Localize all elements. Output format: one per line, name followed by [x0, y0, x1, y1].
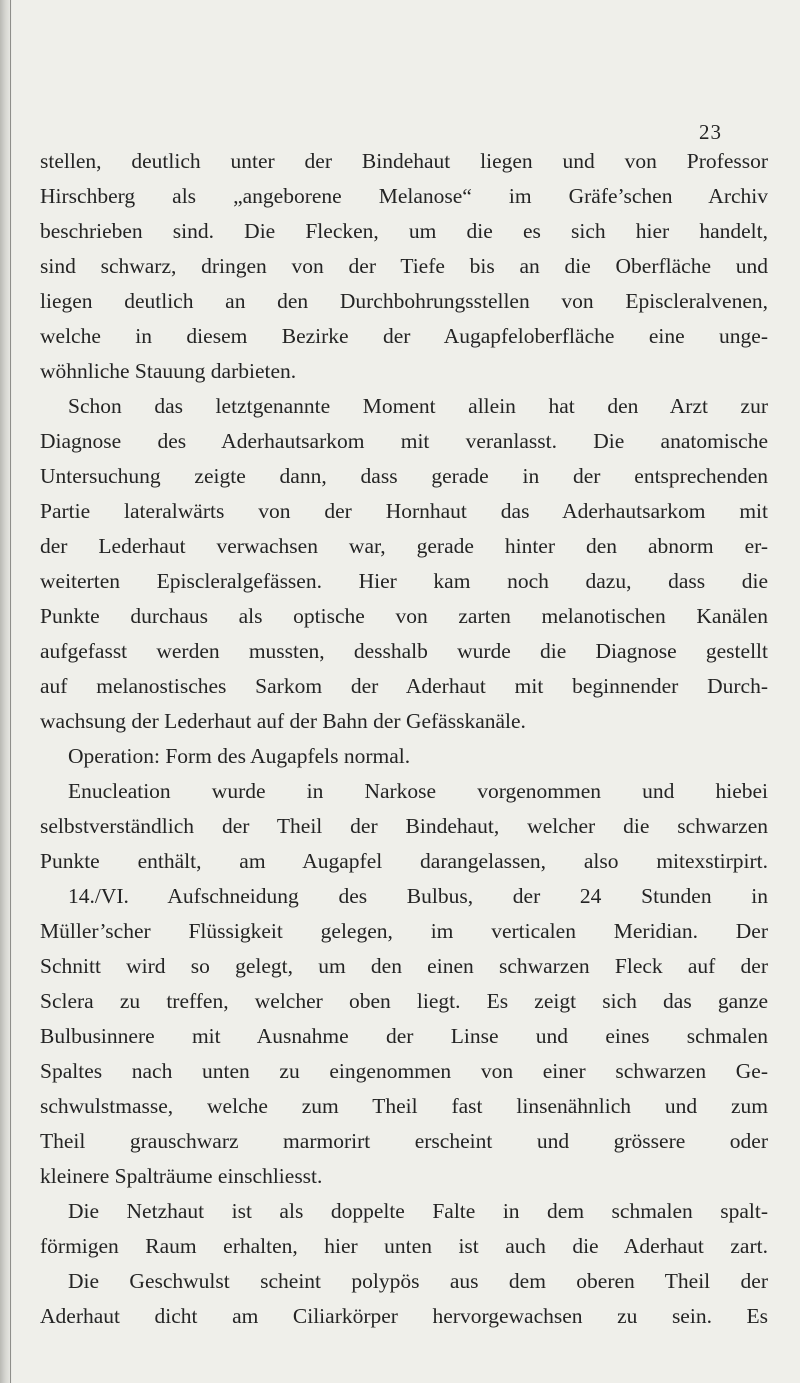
text-line: selbstverständlich der Theil der Bindehaut, welcher die schwarzen	[40, 814, 768, 838]
text-line: Partie lateralwärts von der Hornhaut das Aderhautsarkom mit	[40, 499, 768, 523]
text-line: Punkte durchaus als optische von zarten melanotischen Kanälen	[40, 604, 768, 628]
text-line: Diagnose des Aderhautsarkom mit veranlasst. Die anatomische	[40, 429, 768, 453]
text-line: Untersuchung zeigte dann, dass gerade in der entsprechenden	[40, 464, 768, 488]
paragraph-start-line: Die Geschwulst scheint polypös aus dem oberen Theil der	[68, 1269, 768, 1293]
paragraph-start-line: Operation: Form des Augapfels normal.	[68, 744, 411, 768]
text-line: der Lederhaut verwachsen war, gerade hinter den abnorm er-	[40, 534, 768, 558]
paragraph-start-line: Enucleation wurde in Narkose vorgenommen und hiebei	[68, 779, 768, 803]
text-line: auf melanostisches Sarkom der Aderhaut mit beginnender Durch-	[40, 674, 768, 698]
text-line: Punkte enthält, am Augapfel darangelassen, also mitexstirpirt.	[40, 849, 768, 873]
text-line: kleinere Spalträume einschliesst.	[40, 1164, 323, 1188]
text-line: Aderhaut dicht am Ciliarkörper hervorgewachsen zu sein. Es	[40, 1304, 768, 1328]
page-number: 23	[699, 120, 722, 144]
text-line: weiterten Episcleralgefässen. Hier kam noch dazu, dass die	[40, 569, 768, 593]
body-text	[40, 144, 768, 1334]
text-line: beschrieben sind. Die Flecken, um die es sich hier handelt,	[40, 219, 768, 243]
paragraph-start-line: 14./VI. Aufschneidung des Bulbus, der 24 Stunden in	[68, 884, 768, 908]
text-line: schwulstmasse, welche zum Theil fast linsenähnlich und zum	[40, 1094, 768, 1118]
paragraph-start-line: Die Netzhaut ist als doppelte Falte in dem schmalen spalt-	[68, 1199, 768, 1223]
text-line: Bulbusinnere mit Ausnahme der Linse und eines schmalen	[40, 1024, 768, 1048]
text-line: welche in diesem Bezirke der Augapfeloberfläche eine unge-	[40, 324, 768, 348]
text-line: liegen deutlich an den Durchbohrungsstellen von Episcleralvenen,	[40, 289, 768, 313]
text-line: stellen, deutlich unter der Bindehaut liegen und von Professor	[40, 149, 768, 173]
text-line: Theil grauschwarz marmorirt erscheint und grössere oder	[40, 1129, 768, 1153]
text-line: Schnitt wird so gelegt, um den einen schwarzen Fleck auf der	[40, 954, 768, 978]
text-line: sind schwarz, dringen von der Tiefe bis an die Oberfläche und	[40, 254, 768, 278]
paragraph-start-line: Schon das letztgenannte Moment allein hat den Arzt zur	[68, 394, 768, 418]
text-line: wachsung der Lederhaut auf der Bahn der Gefässkanäle.	[40, 709, 526, 733]
text-line: wöhnliche Stauung darbieten.	[40, 359, 297, 383]
binding-edge-line	[10, 0, 11, 1383]
text-line: Hirschberg als „angeborene Melanose“ im Gräfe’schen Archiv	[40, 184, 768, 208]
text-line: Sclera zu treffen, welcher oben liegt. Es zeigt sich das ganze	[40, 989, 768, 1013]
text-line: förmigen Raum erhalten, hier unten ist auch die Aderhaut zart.	[40, 1234, 768, 1258]
text-line: Müller’scher Flüssigkeit gelegen, im verticalen Meridian. Der	[40, 919, 768, 943]
text-line: aufgefasst werden mussten, desshalb wurde die Diagnose gestellt	[40, 639, 768, 663]
text-line: Spaltes nach unten zu eingenommen von einer schwarzen Ge-	[40, 1059, 768, 1083]
